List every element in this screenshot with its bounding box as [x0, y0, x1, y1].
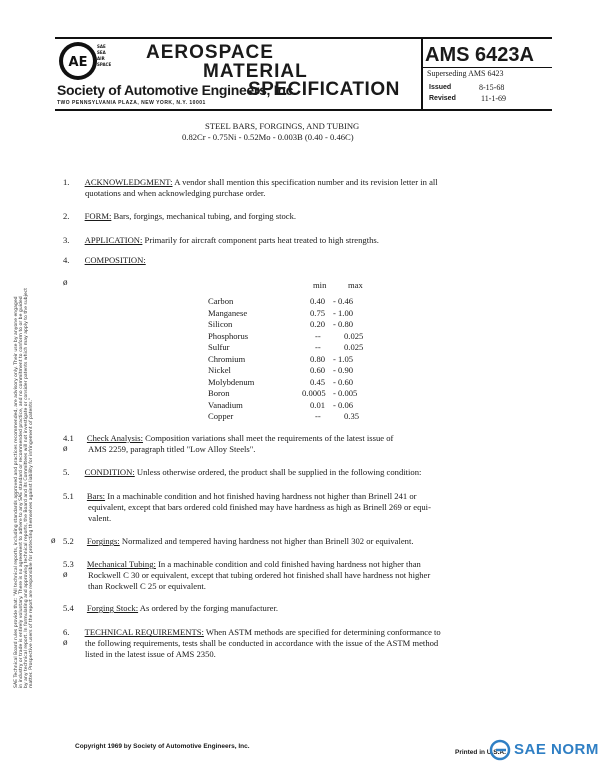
org-name: Society of Automotive Engineers, Inc. — [57, 82, 297, 98]
section-4-1-cont: AMS 2259, paragraph titled "Low Alloy Steels". — [88, 444, 256, 454]
section-5-2: 5.2 Forgings: Normalized and tempered having hardness not higher than Brinell 302 or equivalent. — [63, 536, 414, 546]
section-1: 1. ACKNOWLEDGMENT: A vendor shall mention this specification number and its revision letter in all — [63, 177, 438, 187]
issued-date: 8-15-68 — [479, 83, 505, 92]
table-row: Phosphorus -- 0.025 — [208, 330, 364, 341]
doc-title-line1: STEEL BARS, FORGINGS, AND TUBING — [205, 121, 360, 131]
org-address: TWO PENNSYLVANIA PLAZA, NEW YORK, N.Y. 10001 — [57, 100, 206, 106]
table-row: Vanadium 0.01 - 0.06 — [208, 399, 354, 410]
copyright: Copyright 1969 by Society of Automotive Engineers, Inc. — [75, 743, 250, 750]
doc-number-rule — [423, 67, 552, 68]
section-5: 5. CONDITION: Unless otherwise ordered, the product shall be supplied in the following condition: — [63, 467, 422, 477]
table-row: Molybdenum 0.45 - 0.60 — [208, 376, 354, 387]
section-4: 4. COMPOSITION: — [63, 255, 146, 265]
title-aerospace: AEROSPACE — [146, 42, 274, 63]
watermark: SAE NORM — [514, 741, 599, 758]
section-6-cont2: listed in the latest issue of AMS 2350. — [85, 649, 216, 659]
table-row: Manganese 0.75 - 1.00 — [208, 307, 354, 318]
revision-mark-4: ø — [63, 277, 68, 287]
section-5-1-cont: equivalent, except that bars ordered cold finished may have hardness as high as Brinell 269 or equi- — [88, 502, 431, 512]
doc-title-line2: 0.82Cr - 0.75Ni - 0.52Mo - 0.003B (0.40 - 0.46C) — [182, 132, 354, 142]
printed-in: Printed in U.S.A. — [455, 749, 506, 756]
revision-mark-5-2: ø — [51, 535, 56, 545]
section-5-4: 5.4 Forging Stock: As ordered by the forging manufacturer. — [63, 603, 279, 613]
section-5-3: 5.3 Mechanical Tubing: In a machinable condition and cold finished having hardness not higher than — [63, 559, 421, 569]
side-note: SAE Technical Board rules provide that: "All technical reports, including standards approved and practices recommended, are advisory only. Their use by anyone engaged in industry or trade is entirely voluntary. There is no agreement to adhere to any SAE standard or recommended practice, and no commitment to conform to or be guided by any technical report. In formulating and approving technical reports, the Board and its Committees will not investigate or consider patents which may apply to the subject matter. Prospective users of the report are responsible for protecting themselves against liability for infringement of patents." — [14, 287, 34, 688]
composition-max-header: max — [348, 280, 363, 290]
superseding: Superseding AMS 6423 — [427, 69, 504, 78]
table-row: Copper -- 0.35 — [208, 411, 360, 421]
section-4-1: 4.1 Check Analysis: Composition variations shall meet the requirements of the latest issue of — [63, 433, 394, 443]
issued-label: Issued — [429, 84, 452, 91]
section-5-3-cont2: than Rockwell C 25 or equivalent. — [88, 581, 206, 591]
section-2: 2. FORM: Bars, forgings, mechanical tubing, and forging stock. — [63, 211, 297, 221]
header-bottom-rule — [55, 109, 552, 111]
revised-date: 11-1-69 — [481, 94, 507, 103]
revision-mark-5-3: ø — [63, 569, 68, 579]
table-row: Silicon 0.20 - 0.80 — [208, 319, 354, 329]
revision-mark-6: ø — [63, 637, 68, 647]
revised-label: Revised — [429, 95, 456, 102]
revision-mark-4-1: ø — [63, 443, 68, 453]
composition-min-header: min — [313, 280, 327, 290]
section-6-cont: the following requirements, tests shall be conducted in accordance with the issue of the ASTM method — [85, 638, 439, 648]
table-row: Sulfur -- 0.025 — [208, 342, 364, 352]
table-row: Nickel 0.60 - 0.90 — [208, 365, 354, 375]
section-1-cont: quotations and when acknowledging purchase order. — [85, 188, 266, 198]
section-6: 6. TECHNICAL REQUIREMENTS: When ASTM methods are specified for determining conformance to — [63, 627, 441, 637]
table-row: Carbon 0.40 - 0.46 — [208, 296, 354, 306]
logo-text: SAE SEA AIR SPACE — [97, 44, 112, 67]
sae-logo-icon — [57, 40, 99, 82]
header-top-rule — [55, 37, 552, 39]
table-row: Chromium 0.80 - 1.05 — [208, 353, 354, 364]
title-specification: SPECIFICATION — [248, 79, 400, 100]
title-material: MATERIAL — [203, 61, 308, 82]
logo-symbol: AE — [68, 55, 88, 70]
header-divider — [421, 37, 423, 109]
watermark-logo-icon — [488, 739, 514, 761]
section-5-1: 5.1 Bars: In a machinable condition and hot finished having hardness not higher than Brinell 241 or — [63, 491, 417, 501]
composition-table — [208, 296, 408, 426]
section-5-1-cont2: valent. — [88, 513, 112, 523]
section-3: 3. APPLICATION: Primarily for aircraft component parts heat treated to high strengths. — [63, 235, 379, 245]
doc-number: AMS 6423A — [425, 44, 534, 66]
table-row: Boron 0.0005 - 0.005 — [208, 388, 358, 398]
section-5-3-cont: Rockwell C 30 or equivalent, except that tubing ordered hot finished shall have hardness not higher — [88, 570, 431, 580]
